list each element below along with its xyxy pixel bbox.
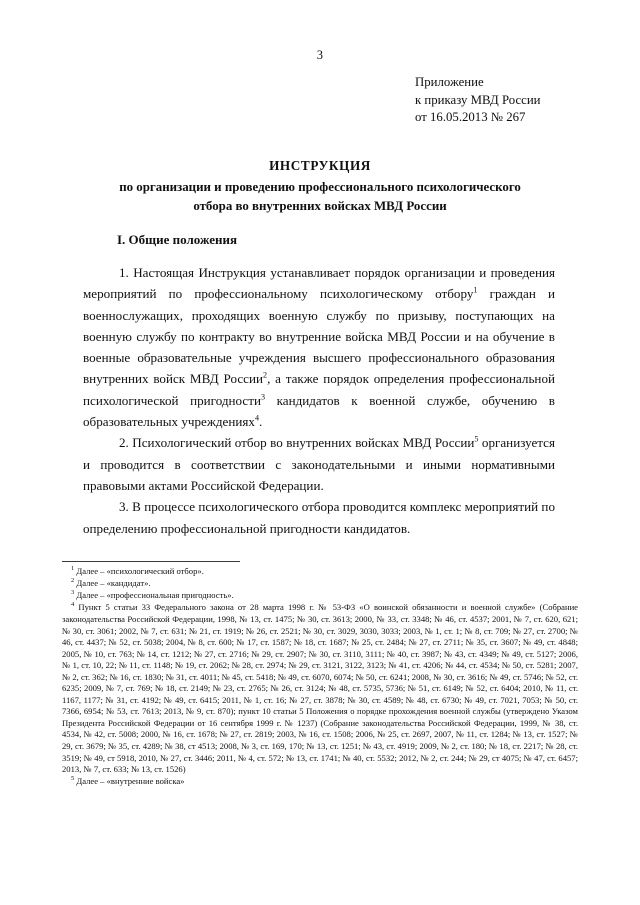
footnotes-block: [62, 566, 578, 788]
appendix-label: Приложение: [415, 75, 484, 89]
document-title-main: ИНСТРУКЦИЯ: [269, 158, 371, 173]
page-number: 3: [316, 48, 324, 62]
footnote-5: $^5$ Далее – «внутренние войска»: [71, 775, 185, 787]
body-text: [83, 262, 555, 539]
paragraph-1: 1. Настоящая Инструкция устанавливает порядок организации и проведения мероприятий по профессиональному психологическому отбору$^1$ граждан и военнослужащих, проходящих военную службу по призыву, поступающих на военную службу по контракту во внутренние войска МВД России и на обучение в военные образовательные учреждения высшего профессионального образования внутренних войск МВД России$^2$, а также порядок определения профессиональной психологической пригодности$^3$ кандидатов к военной службе, обучению в образовательных учреждениях$^4$.: [83, 265, 555, 430]
document-title-sub-line1: по организации и проведению профессионального психологического: [119, 179, 521, 194]
appendix-order-number: от 16.05.2013 № 267: [415, 110, 526, 124]
footnote-4: $^4$ Пункт 5 статьи 33 Федерального закона от 28 марта 1998 г. № 53-ФЗ «О воинской обязанности и военной службе» (Собрание законодательства Российской Федерации, 1998, № 13, ст. 1475; № 30, ст. 3613; 2000, № 33, ст. 3348; № 46, ст. 4537; 2001, № 7, ст. 620, 621; № 30, ст. 3061; 2002, № 7, ст. 631; № 21, ст. 1919; № 26, ст. 2521; № 30, ст. 3029, 3030, 3033; 2003, № 1, ст. 1; № 8, ст. 709; № 27, ст. 2700; № 46, ст. 4437; № 52, ст. 5038; 2004, № 8, ст. 600; № 17, ст. 1587; № 18, ст. 1687; № 25, ст. 2484; № 27, ст. 2711; № 35, ст. 3607; № 49, ст. 4848; 2005, № 10, ст. 763; № 14, ст. 1212; № 27, ст. 2716; № 29, ст. 2907; № 30, ст. 3110, 3111; № 40, ст. 3987; № 43, ст. 4349; № 49, ст. 5127; 2006, № 1, ст. 10, 22; № 11, ст. 1148; № 19, ст. 2062; № 28, ст. 2974; № 29, ст. 3121, 3122, 3123; № 41, ст. 4206; № 44, ст. 4534; № 50, ст. 5281; 2007, № 2, ст. 362; № 16, ст. 1830; № 31, ст. 4011; № 45, ст. 5418; № 49, ст. 6070, 6074; № 50, ст. 6241; 2008, № 30, ст. 3616; № 49, ст. 5746; № 52, ст. 6235; 2009, № 7, ст. 769; № 18, ст. 2149; № 23, ст. 2765; № 26, ст. 3124; № 48, ст. 5735, 5736; № 51, ст. 6149; № 52, ст. 6404; 2010, № 11, ст. 1167, 1177; № 31, ст. 4192; № 49, ст. 6415; 2011, № 1, ст. 16; № 27, ст. 3878; № 30, ст. 4589; № 48, ст. 6730; № 49, ст. 7021, 7053; № 50, ст. 7366, 6954; № 53, ст. 7613; 2013, № 9, ст. 870); пункт 10 статьи 5 Положения о порядке прохождения военной службы (утверждено Указом Президента Российской Федерации от 16 сентября 1999 г. № 1237) (Собрание законодательства Российской Федерации, 1999, № 38, ст. 4534, № 42, ст. 5008; 2000, № 16, ст. 1678; № 27, ст. 2819; 2003, № 16, ст. 1508; 2006, № 25, ст. 2697, 2007, № 11, ст. 1284; № 13, ст. 1527; № 29, ст. 3679; № 35, ст. 4289; № 38, ст 4513; 2008, № 3, ст. 169, 170; № 13, ст. 1251; № 43, ст. 4919; 2009, № 2, ст. 180; № 18, ст. 2217; № 28, ст. 3519; № 49, ст 5918, 2010, № 27, ст. 3446; 2011, № 4, ст. 572; № 13, ст. 1741; № 40, ст. 5532; 2012, № 2, ст. 244; № 29, ст 4075; № 47, ст. 6457; 2013, № 7, ст. 633; № 13, ст. 1526): [62, 601, 578, 775]
paragraph-3: 3. В процессе психологического отбора проводится комплекс мероприятий по определению профессиональной пригодности кандидатов.: [83, 499, 555, 536]
footnote-2: $^2$ Далее – «кандидат».: [71, 577, 151, 589]
section-heading-general-provisions: I. Общие положения: [117, 232, 237, 247]
appendix-order-authority: к приказу МВД России: [415, 92, 541, 107]
footnote-3: $^3$ Далее – «профессиональная пригодность».: [71, 589, 234, 601]
document-title-sub-line2: отбора во внутренних войсках МВД России: [193, 199, 447, 213]
appendix-reference-block: [415, 74, 615, 127]
footnote-separator-rule: [62, 561, 240, 562]
footnote-1: $^1$ Далее – «психологический отбор».: [71, 565, 204, 576]
paragraph-2: 2. Психологический отбор во внутренних войсках МВД России$^5$ организуется и проводится в соответствии с законодательными и иными нормативными правовыми актами Российской Федерации.: [83, 435, 555, 493]
document-title: [70, 156, 570, 217]
